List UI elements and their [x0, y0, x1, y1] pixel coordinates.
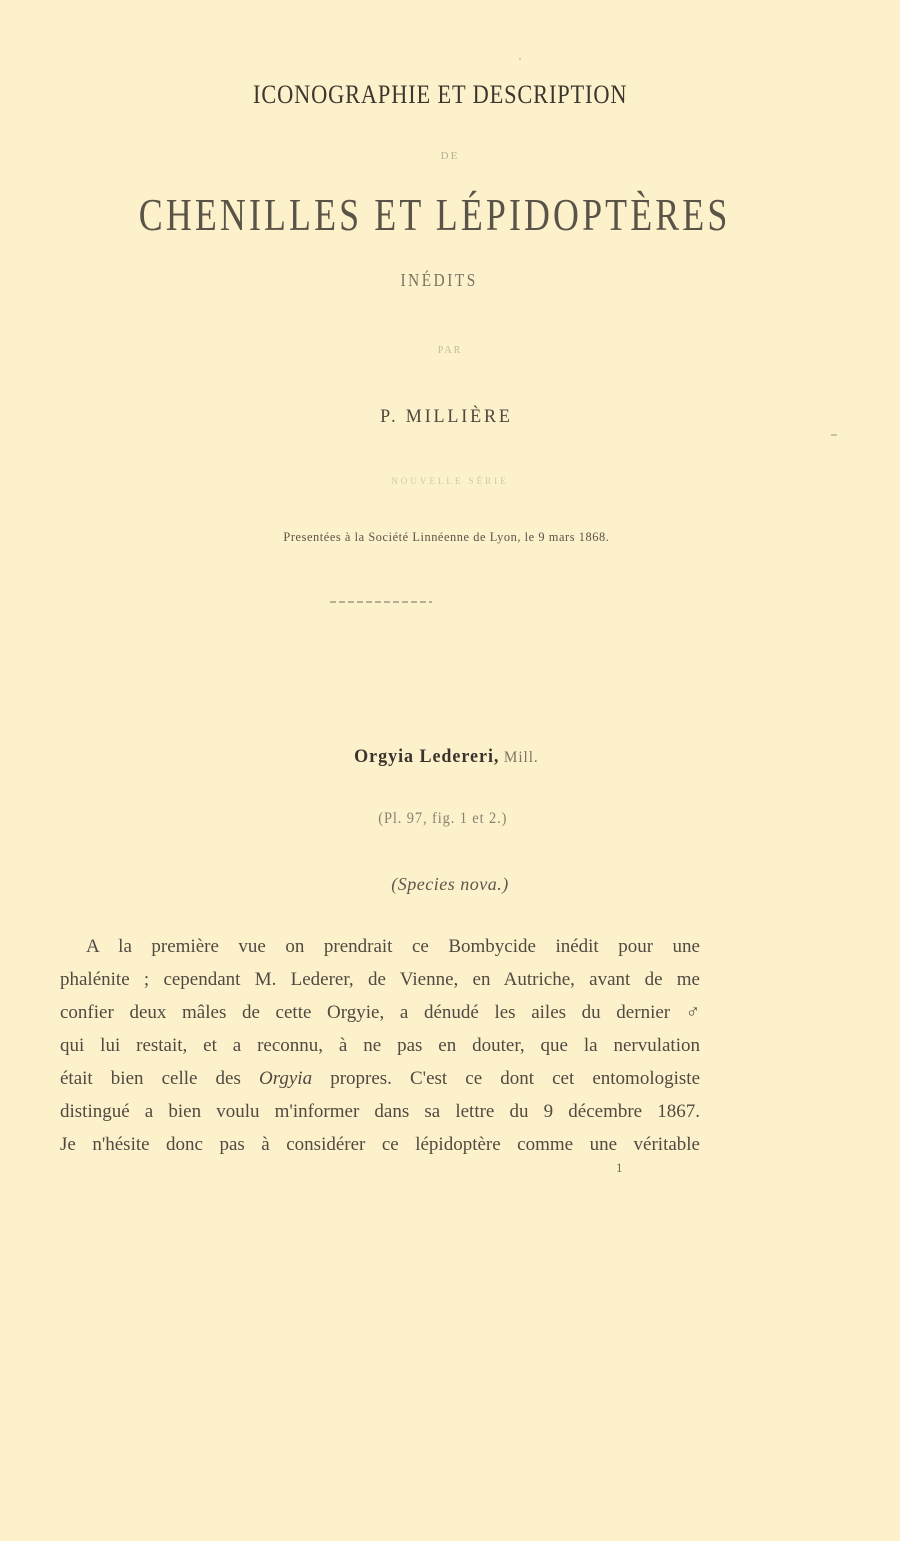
title-line-1: ICONOGRAPHIE ET DESCRIPTION — [253, 80, 628, 109]
presentation-note: Presentées à la Société Linnéenne de Lyon, le 9 mars 1868. — [283, 529, 610, 544]
connector-par: PAR — [437, 345, 463, 356]
author-name: P. MILLIÈRE — [380, 406, 513, 427]
series-note: NOUVELLE SÉRIE — [391, 476, 509, 486]
connector-de: DE — [440, 150, 460, 162]
species-authority: Mill. — [503, 749, 539, 766]
body-paragraph — [60, 930, 700, 1161]
paper-speck — [519, 58, 521, 60]
species-name: Orgyia Ledereri, — [354, 746, 500, 767]
main-title: CHENILLES ET LÉPIDOPTÈRES — [138, 189, 731, 240]
text-line: A la première vue on prendrait ce Bombycide inédit pour une — [86, 936, 700, 957]
ornamental-rule — [330, 601, 432, 603]
subtitle: INÉDITS — [400, 270, 478, 290]
text-line — [60, 1062, 700, 1095]
text-line: Je n'hésite donc pas à considérer ce lépidoptère comme une véritable — [60, 1134, 700, 1155]
species-heading — [19, 746, 874, 768]
text-fragment: était bien celle des — [60, 1068, 241, 1089]
text-line: distingué a bien voulu m'informer dans sa lettre du 9 décembre 1867. — [60, 1101, 700, 1122]
text-line: qui lui restait, et a reconnu, à ne pas en douter, que la nervulation — [60, 1035, 700, 1056]
text-fragment: propres. C'est ce dont cet entomologiste — [330, 1068, 700, 1089]
plate-reference: (Pl. 97, fig. 1 et 2.) — [378, 810, 508, 827]
page-number: 1 — [616, 1160, 623, 1175]
species-status: (Species nova.) — [391, 874, 509, 894]
text-line: confier deux mâles de cette Orgyie, a dénudé les ailes du dernier ♂ — [60, 1002, 700, 1023]
text-line: phalénite ; cependant M. Lederer, de Vienne, en Autriche, avant de me — [60, 969, 700, 990]
genus-italic: Orgyia — [258, 1068, 313, 1089]
paper-speck — [831, 434, 837, 436]
